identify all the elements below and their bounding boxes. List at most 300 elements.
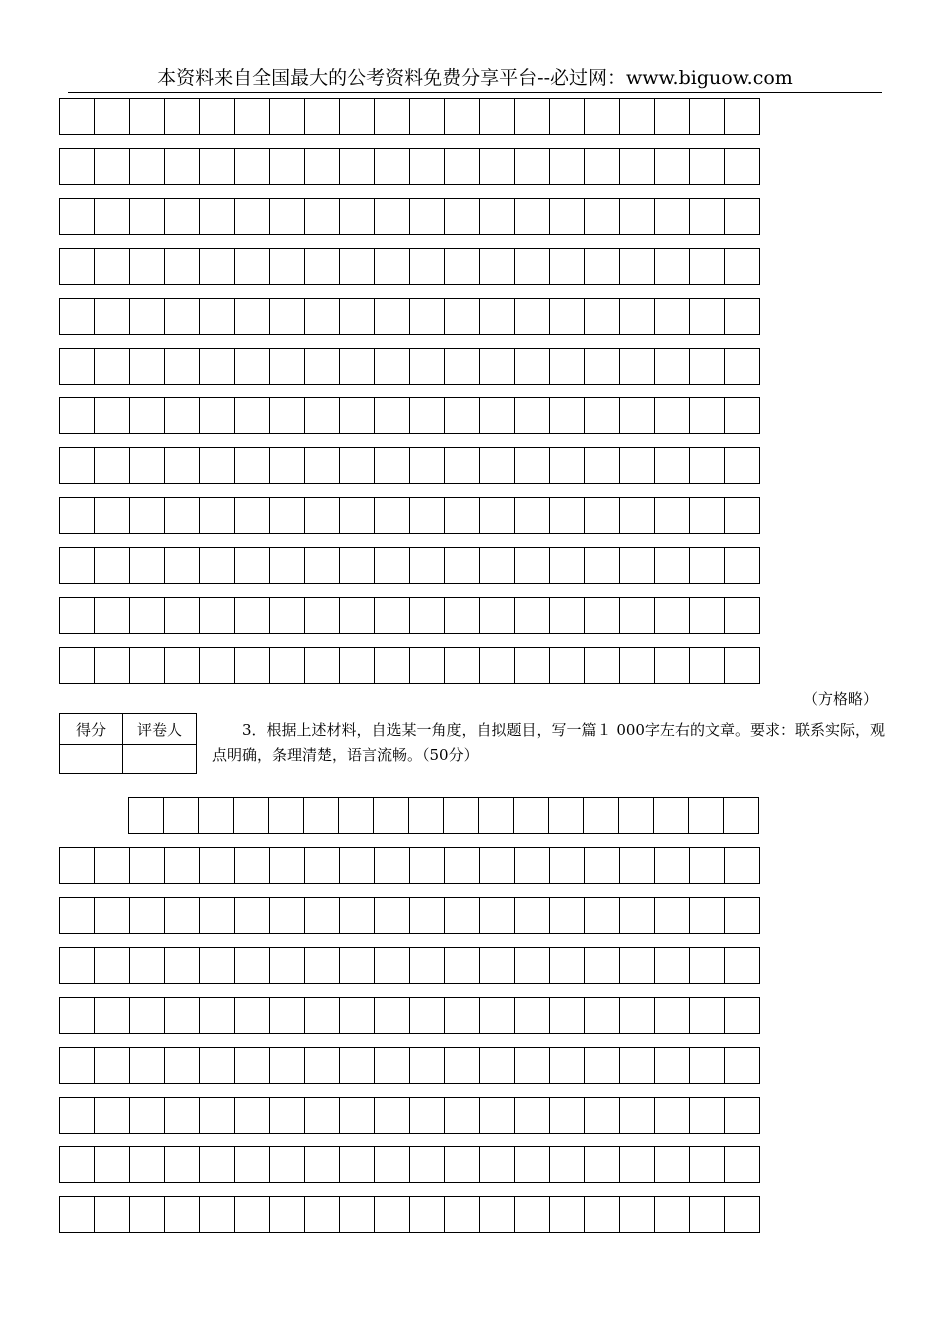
writing-grid-cell[interactable] <box>60 199 95 235</box>
writing-grid-cell[interactable] <box>445 948 480 984</box>
writing-grid-cell[interactable] <box>725 1147 760 1183</box>
writing-grid-cell[interactable] <box>374 798 409 834</box>
writing-grid-cell[interactable] <box>445 898 480 934</box>
writing-grid-cell[interactable] <box>480 1098 515 1134</box>
writing-grid-cell[interactable] <box>200 998 235 1034</box>
writing-grid-cell[interactable] <box>620 299 655 335</box>
writing-grid-cell[interactable] <box>585 249 620 285</box>
writing-grid-cell[interactable] <box>200 1197 235 1233</box>
writing-grid-cell[interactable] <box>655 548 690 584</box>
writing-grid-cell[interactable] <box>165 1098 200 1134</box>
writing-grid-cell[interactable] <box>200 848 235 884</box>
writing-grid-cell[interactable] <box>410 1147 445 1183</box>
writing-grid-cell[interactable] <box>305 398 340 434</box>
writing-grid-cell[interactable] <box>60 1048 95 1084</box>
writing-grid-cell[interactable] <box>340 598 375 634</box>
writing-grid-cell[interactable] <box>305 548 340 584</box>
writing-grid-cell[interactable] <box>480 448 515 484</box>
writing-grid-cell[interactable] <box>690 598 725 634</box>
writing-grid-cell[interactable] <box>270 349 305 385</box>
writing-grid-cell[interactable] <box>270 848 305 884</box>
writing-grid-cell[interactable] <box>340 948 375 984</box>
writing-grid-cell[interactable] <box>725 448 760 484</box>
writing-grid-cell[interactable] <box>655 898 690 934</box>
writing-grid-cell[interactable] <box>200 1147 235 1183</box>
writing-grid-cell[interactable] <box>410 99 445 135</box>
writing-grid-cell[interactable] <box>480 548 515 584</box>
writing-grid-cell[interactable] <box>690 998 725 1034</box>
writing-grid-cell[interactable] <box>655 199 690 235</box>
writing-grid-cell[interactable] <box>409 798 444 834</box>
writing-grid-cell[interactable] <box>620 249 655 285</box>
writing-grid-cell[interactable] <box>515 149 550 185</box>
writing-grid-cell[interactable] <box>655 598 690 634</box>
writing-grid-cell[interactable] <box>410 398 445 434</box>
writing-grid-cell[interactable] <box>584 798 619 834</box>
writing-grid-cell[interactable] <box>410 199 445 235</box>
writing-grid-cell[interactable] <box>375 598 410 634</box>
writing-grid-cell[interactable] <box>550 1147 585 1183</box>
writing-grid-cell[interactable] <box>235 1197 270 1233</box>
writing-grid-cell[interactable] <box>515 299 550 335</box>
writing-grid-cell[interactable] <box>690 498 725 534</box>
writing-grid-cell[interactable] <box>480 848 515 884</box>
writing-grid-cell[interactable] <box>375 299 410 335</box>
writing-grid-cell[interactable] <box>480 249 515 285</box>
writing-grid-cell[interactable] <box>410 648 445 684</box>
writing-grid-cell[interactable] <box>305 448 340 484</box>
writing-grid-cell[interactable] <box>480 898 515 934</box>
writing-grid-cell[interactable] <box>410 249 445 285</box>
writing-grid-cell[interactable] <box>270 199 305 235</box>
writing-grid-cell[interactable] <box>620 1048 655 1084</box>
writing-grid-cell[interactable] <box>620 598 655 634</box>
writing-grid-cell[interactable] <box>585 299 620 335</box>
writing-grid-cell[interactable] <box>620 1197 655 1233</box>
writing-grid-cell[interactable] <box>60 249 95 285</box>
writing-grid-cell[interactable] <box>130 398 165 434</box>
writing-grid-cell[interactable] <box>480 648 515 684</box>
writing-grid-cell[interactable] <box>550 99 585 135</box>
writing-grid-cell[interactable] <box>725 1197 760 1233</box>
writing-grid-cell[interactable] <box>340 249 375 285</box>
writing-grid-cell[interactable] <box>410 448 445 484</box>
writing-grid-cell[interactable] <box>724 798 759 834</box>
writing-grid-cell[interactable] <box>375 848 410 884</box>
writing-grid-cell[interactable] <box>375 149 410 185</box>
writing-grid-cell[interactable] <box>165 1048 200 1084</box>
writing-grid-cell[interactable] <box>165 948 200 984</box>
writing-grid-cell[interactable] <box>165 398 200 434</box>
writing-grid-cell[interactable] <box>445 848 480 884</box>
writing-grid-cell[interactable] <box>340 349 375 385</box>
writing-grid-cell[interactable] <box>725 1098 760 1134</box>
writing-grid-cell[interactable] <box>130 349 165 385</box>
writing-grid-cell[interactable] <box>200 1048 235 1084</box>
writing-grid-cell[interactable] <box>375 398 410 434</box>
writing-grid-cell[interactable] <box>620 898 655 934</box>
writing-grid-cell[interactable] <box>689 798 724 834</box>
writing-grid-cell[interactable] <box>305 99 340 135</box>
writing-grid-cell[interactable] <box>235 349 270 385</box>
writing-grid-cell[interactable] <box>200 199 235 235</box>
writing-grid-cell[interactable] <box>305 1147 340 1183</box>
writing-grid-cell[interactable] <box>445 1147 480 1183</box>
writing-grid-cell[interactable] <box>60 398 95 434</box>
writing-grid-cell[interactable] <box>620 448 655 484</box>
writing-grid-cell[interactable] <box>200 398 235 434</box>
writing-grid-cell[interactable] <box>515 99 550 135</box>
writing-grid-cell[interactable] <box>235 648 270 684</box>
writing-grid-cell[interactable] <box>60 149 95 185</box>
writing-grid-cell[interactable] <box>235 548 270 584</box>
writing-grid-cell[interactable] <box>410 998 445 1034</box>
writing-grid-cell[interactable] <box>480 998 515 1034</box>
writing-grid-cell[interactable] <box>620 948 655 984</box>
writing-grid-cell[interactable] <box>95 998 130 1034</box>
writing-grid-cell[interactable] <box>270 448 305 484</box>
writing-grid-cell[interactable] <box>725 199 760 235</box>
writing-grid-cell[interactable] <box>549 798 584 834</box>
writing-grid-cell[interactable] <box>60 498 95 534</box>
writing-grid-cell[interactable] <box>129 798 164 834</box>
writing-grid-cell[interactable] <box>130 648 165 684</box>
writing-grid-cell[interactable] <box>550 398 585 434</box>
writing-grid-cell[interactable] <box>130 1098 165 1134</box>
writing-grid-cell[interactable] <box>515 998 550 1034</box>
writing-grid-cell[interactable] <box>620 498 655 534</box>
writing-grid-cell[interactable] <box>95 1098 130 1134</box>
writing-grid-cell[interactable] <box>620 848 655 884</box>
writing-grid-cell[interactable] <box>444 798 479 834</box>
writing-grid-cell[interactable] <box>95 249 130 285</box>
writing-grid-cell[interactable] <box>445 498 480 534</box>
writing-grid-cell[interactable] <box>445 1098 480 1134</box>
writing-grid-cell[interactable] <box>410 548 445 584</box>
writing-grid-cell[interactable] <box>410 1098 445 1134</box>
writing-grid-cell[interactable] <box>690 948 725 984</box>
writing-grid-cell[interactable] <box>725 598 760 634</box>
writing-grid-cell[interactable] <box>725 648 760 684</box>
writing-grid-cell[interactable] <box>725 848 760 884</box>
writing-grid-cell[interactable] <box>550 149 585 185</box>
writing-grid-cell[interactable] <box>585 349 620 385</box>
writing-grid-cell[interactable] <box>305 249 340 285</box>
writing-grid-cell[interactable] <box>620 1098 655 1134</box>
writing-grid-cell[interactable] <box>165 149 200 185</box>
writing-grid-cell[interactable] <box>445 398 480 434</box>
writing-grid-cell[interactable] <box>410 1048 445 1084</box>
writing-grid-cell[interactable] <box>130 498 165 534</box>
writing-grid-cell[interactable] <box>655 498 690 534</box>
writing-grid-cell[interactable] <box>515 898 550 934</box>
writing-grid-cell[interactable] <box>620 99 655 135</box>
writing-grid-cell[interactable] <box>515 249 550 285</box>
writing-grid-cell[interactable] <box>550 349 585 385</box>
writing-grid-cell[interactable] <box>445 1048 480 1084</box>
writing-grid-cell[interactable] <box>690 149 725 185</box>
writing-grid-cell[interactable] <box>410 1197 445 1233</box>
writing-grid-cell[interactable] <box>725 149 760 185</box>
writing-grid-cell[interactable] <box>130 299 165 335</box>
writing-grid-cell[interactable] <box>235 848 270 884</box>
writing-grid-cell[interactable] <box>515 648 550 684</box>
writing-grid-cell[interactable] <box>515 1098 550 1134</box>
writing-grid-cell[interactable] <box>235 448 270 484</box>
writing-grid-cell[interactable] <box>305 898 340 934</box>
writing-grid-cell[interactable] <box>95 448 130 484</box>
writing-grid-cell[interactable] <box>235 1048 270 1084</box>
writing-grid-cell[interactable] <box>410 898 445 934</box>
writing-grid-cell[interactable] <box>690 1147 725 1183</box>
writing-grid-cell[interactable] <box>235 598 270 634</box>
writing-grid-cell[interactable] <box>340 498 375 534</box>
writing-grid-cell[interactable] <box>235 199 270 235</box>
writing-grid-cell[interactable] <box>550 1098 585 1134</box>
writing-grid-cell[interactable] <box>200 249 235 285</box>
writing-grid-cell[interactable] <box>130 998 165 1034</box>
writing-grid-cell[interactable] <box>270 99 305 135</box>
writing-grid-cell[interactable] <box>200 498 235 534</box>
writing-grid-cell[interactable] <box>725 349 760 385</box>
writing-grid-cell[interactable] <box>270 299 305 335</box>
writing-grid-cell[interactable] <box>165 1197 200 1233</box>
writing-grid-cell[interactable] <box>585 898 620 934</box>
writing-grid-cell[interactable] <box>95 648 130 684</box>
writing-grid-cell[interactable] <box>725 398 760 434</box>
writing-grid-cell[interactable] <box>95 1147 130 1183</box>
writing-grid-cell[interactable] <box>95 898 130 934</box>
writing-grid-cell[interactable] <box>340 898 375 934</box>
writing-grid-cell[interactable] <box>620 199 655 235</box>
writing-grid-cell[interactable] <box>95 299 130 335</box>
writing-grid-cell[interactable] <box>305 349 340 385</box>
writing-grid-cell[interactable] <box>60 448 95 484</box>
writing-grid-cell[interactable] <box>585 1147 620 1183</box>
writing-grid-cell[interactable] <box>410 948 445 984</box>
writing-grid-cell[interactable] <box>95 349 130 385</box>
writing-grid-cell[interactable] <box>305 299 340 335</box>
writing-grid-cell[interactable] <box>165 548 200 584</box>
writing-grid-cell[interactable] <box>585 398 620 434</box>
writing-grid-cell[interactable] <box>690 349 725 385</box>
writing-grid-cell[interactable] <box>375 948 410 984</box>
writing-grid-cell[interactable] <box>655 848 690 884</box>
writing-grid-cell[interactable] <box>445 1197 480 1233</box>
writing-grid-cell[interactable] <box>270 1197 305 1233</box>
writing-grid-cell[interactable] <box>60 299 95 335</box>
writing-grid-cell[interactable] <box>515 598 550 634</box>
writing-grid-cell[interactable] <box>375 349 410 385</box>
writing-grid-cell[interactable] <box>655 349 690 385</box>
writing-grid-cell[interactable] <box>130 598 165 634</box>
writing-grid-cell[interactable] <box>234 798 269 834</box>
writing-grid-cell[interactable] <box>235 898 270 934</box>
writing-grid-cell[interactable] <box>445 99 480 135</box>
writing-grid-cell[interactable] <box>340 149 375 185</box>
writing-grid-cell[interactable] <box>95 1048 130 1084</box>
writing-grid-cell[interactable] <box>690 99 725 135</box>
writing-grid-cell[interactable] <box>515 1197 550 1233</box>
writing-grid-cell[interactable] <box>585 149 620 185</box>
writing-grid-cell[interactable] <box>199 798 234 834</box>
writing-grid-cell[interactable] <box>165 448 200 484</box>
writing-grid-cell[interactable] <box>270 598 305 634</box>
writing-grid-cell[interactable] <box>515 1048 550 1084</box>
writing-grid-cell[interactable] <box>130 99 165 135</box>
writing-grid-cell[interactable] <box>305 1197 340 1233</box>
writing-grid-cell[interactable] <box>550 848 585 884</box>
writing-grid-cell[interactable] <box>60 948 95 984</box>
writing-grid-cell[interactable] <box>165 898 200 934</box>
writing-grid-cell[interactable] <box>270 149 305 185</box>
writing-grid-cell[interactable] <box>130 149 165 185</box>
writing-grid-cell[interactable] <box>305 648 340 684</box>
writing-grid-cell[interactable] <box>95 1197 130 1233</box>
writing-grid-cell[interactable] <box>270 548 305 584</box>
writing-grid-cell[interactable] <box>270 249 305 285</box>
writing-grid-cell[interactable] <box>200 898 235 934</box>
writing-grid-cell[interactable] <box>339 798 374 834</box>
writing-grid-cell[interactable] <box>235 948 270 984</box>
writing-grid-cell[interactable] <box>620 648 655 684</box>
writing-grid-cell[interactable] <box>410 498 445 534</box>
writing-grid-cell[interactable] <box>655 648 690 684</box>
writing-grid-cell[interactable] <box>165 498 200 534</box>
writing-grid-cell[interactable] <box>130 898 165 934</box>
writing-grid-cell[interactable] <box>445 648 480 684</box>
writing-grid-cell[interactable] <box>690 1098 725 1134</box>
writing-grid-cell[interactable] <box>235 249 270 285</box>
writing-grid-cell[interactable] <box>375 1147 410 1183</box>
writing-grid-cell[interactable] <box>340 648 375 684</box>
writing-grid-cell[interactable] <box>690 299 725 335</box>
writing-grid-cell[interactable] <box>515 398 550 434</box>
writing-grid-cell[interactable] <box>655 249 690 285</box>
writing-grid-cell[interactable] <box>550 648 585 684</box>
writing-grid-cell[interactable] <box>585 1098 620 1134</box>
writing-grid-cell[interactable] <box>585 998 620 1034</box>
writing-grid-cell[interactable] <box>655 398 690 434</box>
writing-grid-cell[interactable] <box>690 648 725 684</box>
writing-grid-cell[interactable] <box>200 598 235 634</box>
writing-grid-cell[interactable] <box>270 498 305 534</box>
writing-grid-cell[interactable] <box>60 349 95 385</box>
writing-grid-cell[interactable] <box>375 498 410 534</box>
writing-grid-cell[interactable] <box>60 1147 95 1183</box>
writing-grid-cell[interactable] <box>655 1048 690 1084</box>
writing-grid-cell[interactable] <box>585 848 620 884</box>
writing-grid-cell[interactable] <box>550 948 585 984</box>
writing-grid-cell[interactable] <box>480 1197 515 1233</box>
writing-grid-cell[interactable] <box>515 548 550 584</box>
writing-grid-cell[interactable] <box>620 1147 655 1183</box>
writing-grid-cell[interactable] <box>620 548 655 584</box>
writing-grid-cell[interactable] <box>165 299 200 335</box>
writing-grid-cell[interactable] <box>165 848 200 884</box>
writing-grid-cell[interactable] <box>515 848 550 884</box>
writing-grid-cell[interactable] <box>375 1197 410 1233</box>
writing-grid-cell[interactable] <box>410 349 445 385</box>
writing-grid-cell[interactable] <box>410 149 445 185</box>
writing-grid-cell[interactable] <box>95 548 130 584</box>
writing-grid-cell[interactable] <box>235 398 270 434</box>
writing-grid-cell[interactable] <box>375 249 410 285</box>
writing-grid-cell[interactable] <box>585 548 620 584</box>
writing-grid-cell[interactable] <box>655 448 690 484</box>
writing-grid-cell[interactable] <box>480 349 515 385</box>
writing-grid-cell[interactable] <box>305 199 340 235</box>
writing-grid-cell[interactable] <box>585 199 620 235</box>
writing-grid-cell[interactable] <box>60 898 95 934</box>
writing-grid-cell[interactable] <box>725 998 760 1034</box>
writing-grid-cell[interactable] <box>445 299 480 335</box>
writing-grid-cell[interactable] <box>60 848 95 884</box>
writing-grid-cell[interactable] <box>445 199 480 235</box>
writing-grid-cell[interactable] <box>164 798 199 834</box>
writing-grid-cell[interactable] <box>445 249 480 285</box>
writing-grid-cell[interactable] <box>410 598 445 634</box>
writing-grid-cell[interactable] <box>585 948 620 984</box>
writing-grid-cell[interactable] <box>270 648 305 684</box>
writing-grid-cell[interactable] <box>130 199 165 235</box>
writing-grid-cell[interactable] <box>95 199 130 235</box>
writing-grid-cell[interactable] <box>95 99 130 135</box>
writing-grid-cell[interactable] <box>585 1048 620 1084</box>
writing-grid-cell[interactable] <box>550 448 585 484</box>
writing-grid-cell[interactable] <box>305 848 340 884</box>
writing-grid-cell[interactable] <box>375 898 410 934</box>
writing-grid-cell[interactable] <box>200 149 235 185</box>
writing-grid-cell[interactable] <box>410 299 445 335</box>
writing-grid-cell[interactable] <box>480 598 515 634</box>
writing-grid-cell[interactable] <box>550 199 585 235</box>
writing-grid-cell[interactable] <box>445 598 480 634</box>
writing-grid-cell[interactable] <box>270 398 305 434</box>
writing-grid-cell[interactable] <box>690 548 725 584</box>
writing-grid-cell[interactable] <box>585 448 620 484</box>
writing-grid-cell[interactable] <box>270 948 305 984</box>
writing-grid-cell[interactable] <box>620 349 655 385</box>
writing-grid-cell[interactable] <box>130 948 165 984</box>
writing-grid-cell[interactable] <box>480 199 515 235</box>
writing-grid-cell[interactable] <box>585 99 620 135</box>
writing-grid-cell[interactable] <box>165 349 200 385</box>
writing-grid-cell[interactable] <box>305 149 340 185</box>
writing-grid-cell[interactable] <box>690 448 725 484</box>
writing-grid-cell[interactable] <box>690 1048 725 1084</box>
writing-grid-cell[interactable] <box>60 99 95 135</box>
writing-grid-cell[interactable] <box>305 948 340 984</box>
writing-grid-cell[interactable] <box>550 498 585 534</box>
writing-grid-cell[interactable] <box>515 498 550 534</box>
writing-grid-cell[interactable] <box>340 199 375 235</box>
writing-grid-cell[interactable] <box>165 249 200 285</box>
writing-grid-cell[interactable] <box>655 998 690 1034</box>
writing-grid-cell[interactable] <box>340 398 375 434</box>
writing-grid-cell[interactable] <box>690 199 725 235</box>
writing-grid-cell[interactable] <box>340 1147 375 1183</box>
writing-grid-cell[interactable] <box>235 299 270 335</box>
writing-grid-cell[interactable] <box>200 648 235 684</box>
writing-grid-cell[interactable] <box>130 448 165 484</box>
writing-grid-cell[interactable] <box>60 548 95 584</box>
writing-grid-cell[interactable] <box>410 848 445 884</box>
writing-grid-cell[interactable] <box>375 548 410 584</box>
writing-grid-cell[interactable] <box>340 1048 375 1084</box>
writing-grid-cell[interactable] <box>445 349 480 385</box>
writing-grid-cell[interactable] <box>305 498 340 534</box>
